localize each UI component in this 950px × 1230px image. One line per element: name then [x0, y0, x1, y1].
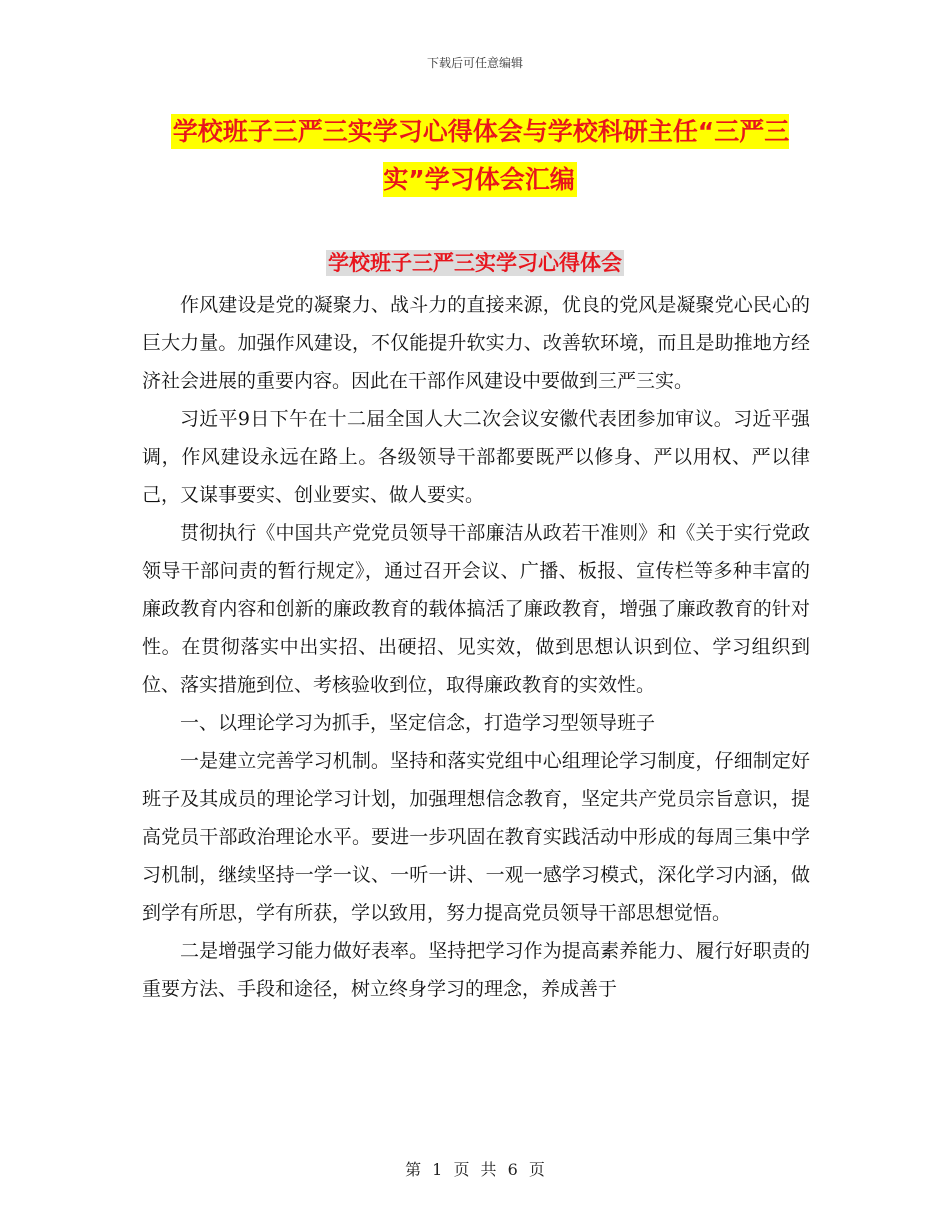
section-title — [0, 248, 950, 278]
paragraph: 作风建设是党的凝聚力、战斗力的直接来源，优良的党风是凝聚党心民心的巨大力量。加强作风建设，不仅能提升软实力、改善软环境，而且是助推地方经济社会进展的重要内容。因此在干部作风建设中要做到三严三实。 — [142, 294, 810, 392]
page-header-note: 下载后可任意编辑 — [426, 56, 523, 70]
paragraph-heading: 一、以理论学习为抓手，坚定信念，打造学习型领导班子 — [180, 712, 656, 734]
paragraph: 一是建立完善学习机制。坚持和落实党组中心组理论学习制度，仔细制定好班子及其成员的理论学习计划，加强理想信念教育，坚定共产党员宗旨意识，提高党员干部政治理论水平。要进一步巩固在教育实践活动中形成的每周三集中学习机制，继续坚持一学一议、一听一讲、一观一感学习模式，深化学习内涵，做到学有所思，学有所获，学以致用，努力提高党员领导干部思想觉悟。 — [142, 750, 810, 924]
paragraph: 习近平9日下午在十二届全国人大二次会议安徽代表团参加审议。习近平强调，作风建设永远在路上。各级领导干部都要既严以修身、严以用权、严以律己，又谋事要实、创业要实、做人要实。 — [142, 408, 810, 506]
page-number: 第 1 页 共 6 页 — [405, 1160, 545, 1179]
document-title — [140, 108, 820, 204]
document-title-text: 学校班子三严三实学习心得体会与学校科研主任“三严三实”学习体会汇编 — [171, 114, 789, 197]
paragraph: 二是增强学习能力做好表率。坚持把学习作为提高素养能力、履行好职责的重要方法、手段和途径，树立终身学习的理念，养成善于 — [142, 940, 810, 1000]
paragraph: 贯彻执行《中国共产党党员领导干部廉洁从政若干准则》和《关于实行党政领导干部问责的暂行规定》，通过召开会议、广播、板报、宣传栏等多种丰富的廉政教育内容和创新的廉政教育的载体搞活了廉政教育，增强了廉政教育的针对性。在贯彻落实中出实招、出硬招、见实效，做到思想认识到位、学习组织到位、落实措施到位、考核验收到位，取得廉政教育的实效性。 — [142, 522, 810, 696]
section-title-text: 学校班子三严三实学习心得体会 — [328, 251, 622, 275]
document-body — [142, 286, 810, 1008]
